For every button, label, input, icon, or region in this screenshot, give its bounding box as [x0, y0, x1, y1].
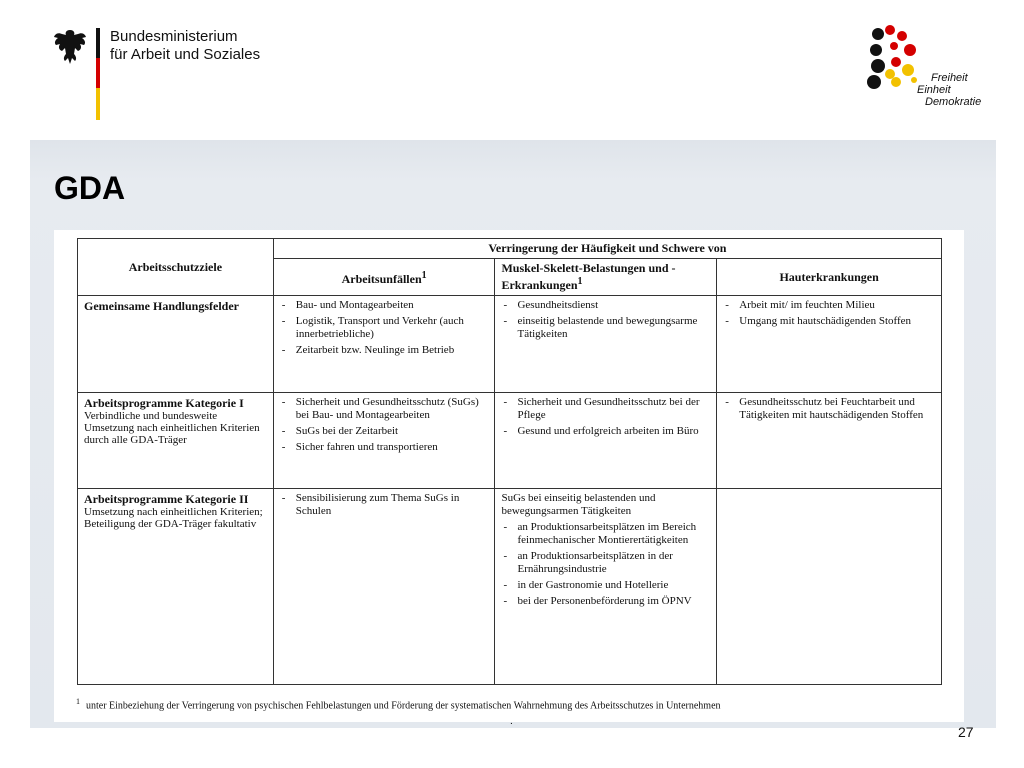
list-item: - Sicherheit und Gesundheitsschutz (SuGs) bei Bau- und Montagearbeiten — [280, 396, 489, 422]
list-item: - Sicher fahren und transportieren — [280, 441, 489, 454]
cell — [717, 393, 942, 489]
row-label-cell — [78, 489, 274, 685]
list — [501, 521, 710, 608]
footnote-mark: 1 — [76, 697, 80, 706]
table-row — [78, 296, 942, 393]
logo-text-einheit: Einheit — [917, 84, 951, 96]
list-item: - Gesundheitsdienst — [501, 299, 710, 312]
row-label-cell — [78, 296, 274, 393]
footnote-text: unter Einbeziehung der Verringerung von psychischen Fehlbelastungen und Förderung der systematischen Wahrnehmung des Arbeitsschutzes in Unternehmen — [86, 700, 721, 712]
row-label-cell — [78, 393, 274, 489]
header-arbeitsschutzziele: Arbeitsschutzziele — [78, 239, 274, 296]
list-item: - Logistik, Transport und Verkehr (auch innerbetriebliche) — [280, 315, 489, 341]
list-item: - Gesund und erfolgreich arbeiten im Büro — [501, 425, 710, 438]
row-label: Arbeitsprogramme Kategorie I — [84, 396, 244, 410]
list — [280, 492, 489, 518]
cell — [273, 393, 495, 489]
cell — [273, 489, 495, 685]
row-label: Arbeitsprogramme Kategorie II — [84, 492, 249, 506]
table-header-row — [78, 239, 942, 259]
gda-table — [77, 238, 942, 685]
cell — [495, 296, 717, 393]
list-item: - Arbeit mit/ im feuchten Milieu — [723, 299, 935, 312]
cell — [495, 393, 717, 489]
logo-text-freiheit: Freiheit — [931, 72, 968, 84]
row-sublabel: Verbindliche und bundesweite Umsetzung nach einheitlichen Kriterien durch alle GDA-Träger — [84, 410, 260, 446]
row-sublabel: Umsetzung nach einheitlichen Kriterien; Beteiligung der GDA-Träger fakultativ — [84, 506, 263, 530]
list — [280, 299, 489, 357]
federal-eagle-icon — [52, 28, 88, 68]
list-item: - SuGs bei der Zeitarbeit — [280, 425, 489, 438]
list — [723, 299, 935, 328]
cell-intro: SuGs bei einseitig belastenden und bewegungsarmen Tätigkeiten — [501, 492, 656, 517]
list-item: - einseitig belastende und bewegungsarme Tätigkeiten — [501, 315, 710, 341]
list — [501, 299, 710, 341]
list — [723, 396, 935, 422]
list-item: - Umgang mit hautschädigenden Stoffen — [723, 315, 935, 328]
cell — [717, 296, 942, 393]
slide-header — [0, 0, 1024, 140]
row-label: Gemeinsame Handlungsfelder — [84, 299, 239, 313]
ministry-line-1: Bundesministerium — [110, 28, 238, 45]
header-arbeitsunfaelle: Arbeitsunfällen$^1$ — [273, 259, 495, 296]
list — [280, 396, 489, 454]
cell — [273, 296, 495, 393]
list-item: - Sicherheit und Gesundheitsschutz bei der Pflege — [501, 396, 710, 422]
page-number: 27 — [958, 724, 974, 740]
logo-text — [915, 72, 981, 108]
list-item: - Zeitarbeit bzw. Neulinge im Betrieb — [280, 344, 489, 357]
list — [501, 396, 710, 438]
cell-empty — [717, 489, 942, 685]
stray-dot: . — [510, 716, 513, 727]
header-muskel-skelett: Muskel-Skelett-Belastungen und -Erkrankungen$^1$ — [495, 259, 717, 296]
list-item: - an Produktionsarbeitsplätzen im Bereich feinmechanischer Montierertätigkeiten — [501, 521, 710, 547]
list-item: - Sensibilisierung zum Thema SuGs in Schulen — [280, 492, 489, 518]
table-footnote — [76, 696, 946, 711]
german-flag-bar — [96, 28, 100, 120]
list-item: - Gesundheitsschutz bei Feuchtarbeit und Tätigkeiten mit hautschädigenden Stoffen — [723, 396, 935, 422]
list-item: - in der Gastronomie und Hotellerie — [501, 579, 710, 592]
slide-title: GDA — [54, 170, 126, 206]
ministry-name — [110, 28, 260, 64]
table-image — [54, 230, 964, 722]
logo-text-demokratie: Demokratie — [925, 96, 982, 108]
list-item: - bei der Personenbeförderung im ÖPNV — [501, 595, 710, 608]
list-item: - Bau- und Montagearbeiten — [280, 299, 489, 312]
table-row — [78, 393, 942, 489]
list-item: - an Produktionsarbeitsplätzen in der Ernährungsindustrie — [501, 550, 710, 576]
header-hauterkrankungen: Hauterkrankungen — [717, 259, 942, 296]
cell — [495, 489, 717, 685]
header-span: Verringerung der Häufigkeit und Schwere von — [273, 239, 941, 259]
table-row — [78, 489, 942, 685]
ministry-line-2: für Arbeit und Soziales — [110, 46, 261, 63]
